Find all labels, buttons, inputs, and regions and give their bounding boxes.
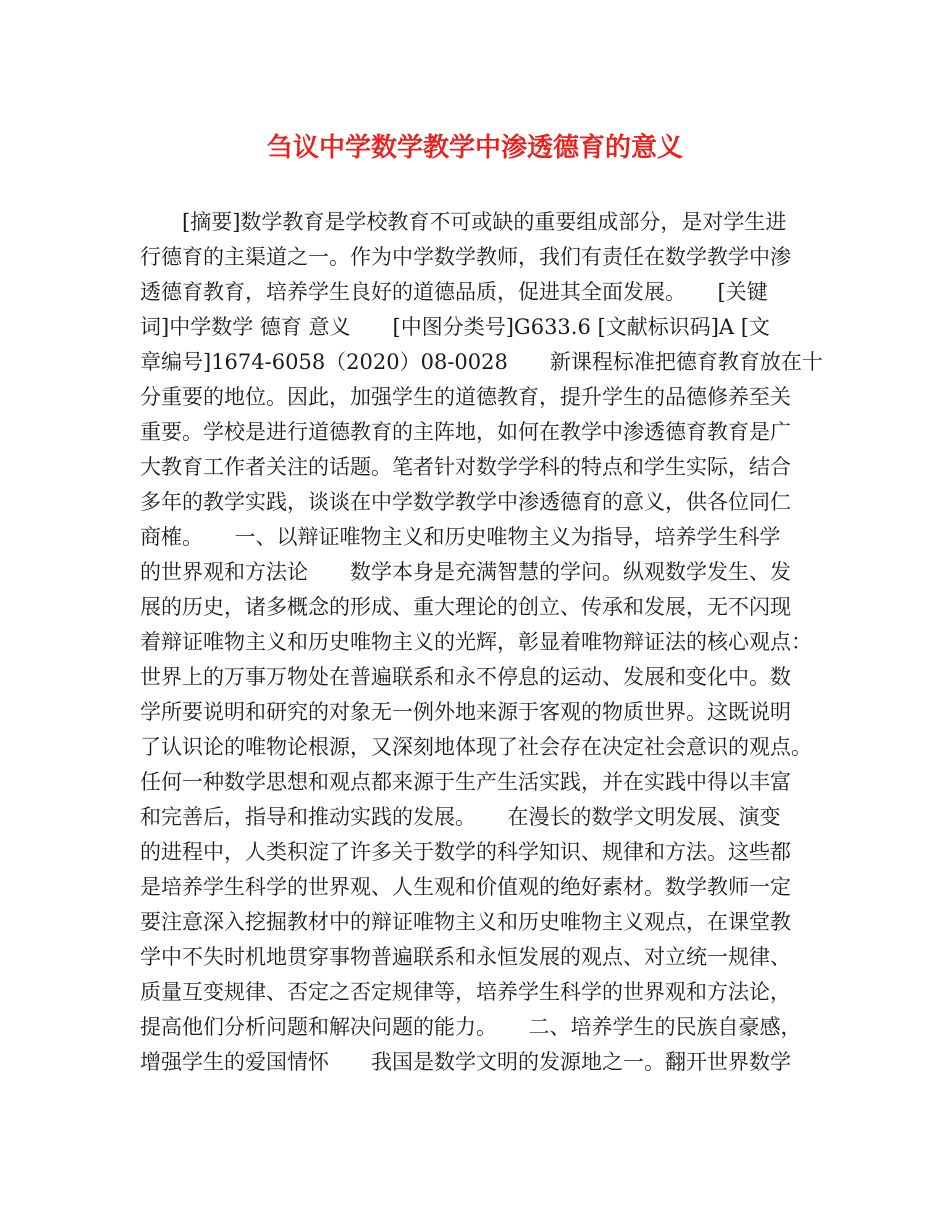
- text-line: 多年的教学实践，谈谈在中学数学教学中渗透德育的意义，供各位同仁: [140, 490, 791, 514]
- page-title: 刍议中学数学教学中渗透德育的意义: [266, 133, 683, 163]
- text-line: 章编号]1674-6058（2020）08-0028 新课程标准把德育教育放在十: [140, 350, 823, 374]
- text-line: 任何一种数学思想和观点都来源于生产生活实践，并在实践中得以丰富: [140, 770, 791, 794]
- text-line: 是培养学生科学的世界观、人生观和价值观的绝好素材。数学教师一定: [140, 875, 791, 899]
- text-line: 学所要说明和研究的对象无一例外地来源于客观的物质世界。这既说明: [140, 700, 791, 724]
- text-line: 着辩证唯物主义和历史唯物主义的光辉，彰显着唯物辩证法的核心观点：: [140, 630, 812, 654]
- text-line: 行德育的主渠道之一。作为中学数学教师，我们有责任在数学教学中渗: [140, 245, 791, 269]
- text-line: [摘要]数学教育是学校教育不可或缺的重要组成部分，是对学生进: [140, 210, 787, 234]
- text-line: 学中不失时机地贯穿事物普遍联系和永恒发展的观点、对立统一规律、: [140, 945, 791, 969]
- text-line: 的进程中，人类积淀了许多关于数学的科学知识、规律和方法。这些都: [140, 840, 791, 864]
- text-line: 的世界观和方法论 数学本身是充满智慧的学问。纵观数学发生、发: [140, 560, 791, 584]
- text-line: 要注意深入挖掘教材中的辩证唯物主义和历史唯物主义观点，在课堂教: [140, 910, 791, 934]
- text-line: 词]中学数学 德育 意义 [中图分类号]G633.6 [文献标识码]A [文: [140, 315, 770, 339]
- text-line: 展的历史，诸多概念的形成、重大理论的创立、传承和发展，无不闪现: [140, 595, 791, 619]
- article-body: [140, 205, 830, 1080]
- text-line: 增强学生的爱国情怀 我国是数学文明的发源地之一。翻开世界数学: [140, 1050, 791, 1074]
- text-line: 大教育工作者关注的话题。笔者针对数学学科的特点和学生实际，结合: [140, 455, 791, 479]
- text-line: 重要。学校是进行道德教育的主阵地，如何在教学中渗透德育教育是广: [140, 420, 791, 444]
- text-line: 商榷。 一、以辩证唯物主义和历史唯物主义为指导，培养学生科学: [140, 525, 781, 549]
- text-line: 提高他们分析问题和解决问题的能力。 二、培养学生的民族自豪感，: [140, 1015, 802, 1039]
- text-line: 了认识论的唯物论根源，又深刻地体现了社会存在决定社会意识的观点。: [140, 735, 812, 759]
- text-line: 和完善后，指导和推动实践的发展。 在漫长的数学文明发展、演变: [140, 805, 781, 829]
- text-line: 分重要的地位。因此，加强学生的道德教育，提升学生的品德修养至关: [140, 385, 791, 409]
- text-line: 质量互变规律、否定之否定规律等，培养学生科学的世界观和方法论，: [140, 980, 791, 1004]
- text-line: 透德育教育，培养学生良好的道德品质，促进其全面发展。 [关键: [140, 280, 768, 304]
- text-line: 世界上的万事万物处在普遍联系和永不停息的运动、发展和变化中。数: [140, 665, 791, 689]
